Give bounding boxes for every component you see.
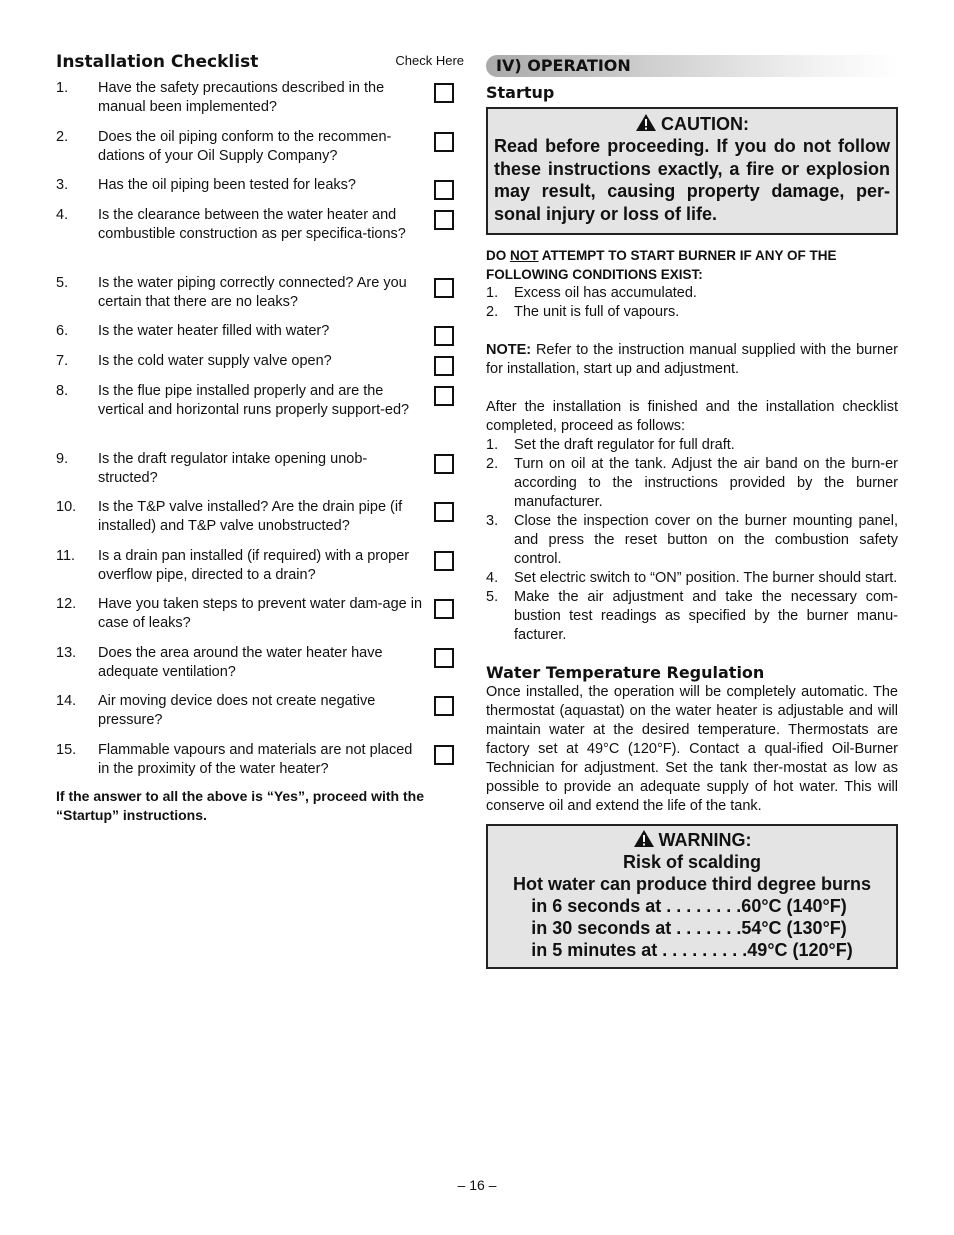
warning-box — [486, 824, 898, 969]
checklist-item — [56, 322, 456, 341]
scald-temperature-row: in 6 seconds at . . . . . . . .60°C (140°F) — [531, 896, 847, 916]
item-text: Have the safety precautions described in the manual been implemented? — [98, 80, 385, 115]
item-text: Have you taken steps to prevent water dam-age in case of leaks? — [98, 596, 423, 631]
checklist-item — [56, 547, 456, 585]
caution-box — [486, 107, 898, 235]
item-number: 12. — [56, 596, 77, 612]
list-item — [486, 436, 898, 455]
list-text: Make the air adjustment and take the necessary com-bustion test readings as specified by the burner manu-facturer. — [514, 589, 898, 643]
item-number: 10. — [56, 499, 77, 515]
checkbox[interactable] — [434, 278, 454, 298]
list-text: Set electric switch to “ON” position. The burner should start. — [514, 570, 898, 586]
do-not-pre: DO — [486, 248, 511, 263]
operation-section — [486, 55, 898, 969]
item-text: Air moving device does not create negative pressure? — [98, 693, 376, 728]
list-number: 2. — [486, 456, 499, 472]
section-title-bar: IV) OPERATION — [486, 55, 898, 77]
checklist-item — [56, 274, 456, 312]
warning-line: Hot water can produce third degree burns — [512, 874, 872, 894]
item-number: 7. — [56, 353, 69, 369]
list-number: 1. — [486, 285, 499, 301]
note-text: Refer to the instruction manual supplied with the burner for installation, start up and adjustment. — [486, 342, 898, 377]
checklist-item — [56, 741, 456, 779]
checkbox[interactable] — [434, 210, 454, 230]
item-text: Is the water piping correctly connected? Are you certain that there are no leaks? — [98, 275, 407, 310]
checkbox[interactable] — [434, 83, 454, 103]
page-number: – 16 – — [457, 1177, 497, 1193]
checklist-item — [56, 498, 456, 536]
item-text: Does the area around the water heater have adequate ventilation? — [98, 645, 383, 680]
checkbox[interactable] — [434, 386, 454, 406]
checklist-item — [56, 450, 456, 488]
installation-checklist — [56, 50, 464, 823]
warning-heading-text: WARNING: — [658, 830, 752, 850]
list-item — [486, 569, 898, 588]
item-number: 13. — [56, 645, 77, 661]
item-text: Is a drain pan installed (if required) with a proper overflow pipe, directed to a drain? — [98, 548, 410, 583]
item-number: 14. — [56, 693, 77, 709]
checkbox[interactable] — [434, 599, 454, 619]
item-number: 8. — [56, 383, 69, 399]
list-text: Close the inspection cover on the burner mounting panel, and press the reset button on the combustion safety control. — [514, 513, 898, 567]
item-text: Does the oil piping conform to the recommen-dations of your Oil Supply Company? — [98, 129, 392, 164]
checklist-footer: If the answer to all the above is “Yes”, proceed with the “Startup” instructions. — [56, 788, 424, 823]
checkbox[interactable] — [434, 648, 454, 668]
item-number: 3. — [56, 177, 69, 193]
item-text: Is the draft regulator intake opening unob-structed? — [98, 451, 368, 486]
list-item — [486, 588, 898, 645]
list-item — [486, 455, 898, 512]
list-item — [486, 512, 898, 569]
item-text: Is the flue pipe installed properly and are the vertical and horizontal runs properly support-ed? — [98, 383, 410, 418]
item-number: 11. — [56, 548, 76, 564]
checkbox[interactable] — [434, 132, 454, 152]
checklist-item — [56, 352, 456, 371]
water-temp-text: Once installed, the operation will be completely automatic. The thermostat (aquastat) on the water heater is adjustable and will maintain water at the desired temperature. Thermostats are factory set at 49°C (120°F). Contact a qual-ified Oil-Burner Technician for adjustment. Set the tank ther-mostat as low as possible to provide an adequate supply of hot water. This will conserve oil and extend the life of the tank. — [486, 684, 898, 814]
checklist-item — [56, 79, 456, 117]
list-text: Turn on oil at the tank. Adjust the air band on the burn-er according to the instructions provided by the burner manufacturer. — [514, 456, 898, 510]
checklist-item — [56, 382, 456, 420]
item-number: 4. — [56, 207, 69, 223]
scald-temperature-row: in 5 minutes at . . . . . . . . .49°C (120°F) — [531, 940, 853, 960]
warning-subheading: Risk of scalding — [622, 852, 762, 872]
item-text: Flammable vapours and materials are not placed in the proximity of the water heater? — [98, 742, 413, 777]
check-here-label: Check Here — [395, 53, 464, 68]
item-number: 6. — [56, 323, 69, 339]
list-number: 3. — [486, 513, 499, 529]
note-paragraph — [486, 341, 898, 379]
warning-triangle-icon — [633, 829, 655, 848]
list-number: 5. — [486, 589, 499, 605]
do-not-attempt-text — [486, 246, 898, 284]
list-number: 2. — [486, 304, 499, 320]
checklist-item — [56, 595, 456, 633]
checklist-title: Installation Checklist — [56, 52, 259, 72]
checklist-item — [56, 692, 456, 730]
checklist-item — [56, 644, 456, 682]
caution-body: Read before proceeding. If you do not follow these instructions exactly, a fire or explosion may result, causing property damage, per-sonal injury or loss of life. — [494, 136, 890, 224]
list-item — [486, 284, 898, 303]
list-item — [486, 303, 898, 322]
do-not-post: ATTEMPT TO START BURNER IF ANY OF THE FOLLOWING CONDITIONS EXIST: — [486, 248, 837, 282]
conditions-list — [486, 284, 898, 322]
scald-temperature-row: in 30 seconds at . . . . . . .54°C (130°F) — [531, 918, 847, 938]
list-text: Excess oil has accumulated. — [514, 285, 697, 301]
checklist-item — [56, 176, 456, 195]
checklist-item — [56, 128, 456, 166]
item-number: 5. — [56, 275, 69, 291]
list-number: 1. — [486, 437, 499, 453]
checkbox[interactable] — [434, 326, 454, 346]
item-text: Is the cold water supply valve open? — [98, 353, 332, 369]
item-number: 1. — [56, 80, 69, 96]
scald-temperature-list — [531, 895, 852, 961]
item-number: 9. — [56, 451, 69, 467]
checkbox[interactable] — [434, 745, 454, 765]
checkbox[interactable] — [434, 356, 454, 376]
after-install-intro: After the installation is finished and the installation checklist completed, proceed as follows: — [486, 399, 898, 434]
checklist-item — [56, 206, 456, 244]
list-text: The unit is full of vapours. — [514, 304, 680, 320]
checkbox[interactable] — [434, 502, 454, 522]
list-text: Set the draft regulator for full draft. — [514, 437, 735, 453]
startup-heading: Startup — [486, 83, 555, 102]
item-number: 15. — [56, 742, 77, 758]
warning-triangle-icon — [635, 113, 657, 132]
item-text: Has the oil piping been tested for leaks? — [98, 177, 356, 193]
caution-heading — [494, 113, 890, 135]
item-text: Is the water heater filled with water? — [98, 323, 330, 339]
item-text: Is the T&P valve installed? Are the drain pipe (if installed) and T&P valve unobstructed? — [98, 499, 403, 534]
warning-heading — [494, 829, 890, 851]
checkbox[interactable] — [434, 180, 454, 200]
water-temp-heading: Water Temperature Regulation — [486, 663, 765, 682]
do-not-underlined: NOT — [510, 248, 539, 263]
checkbox[interactable] — [434, 454, 454, 474]
checkbox[interactable] — [434, 696, 454, 716]
list-number: 4. — [486, 570, 499, 586]
item-number: 2. — [56, 129, 69, 145]
startup-steps-list — [486, 436, 898, 645]
caution-heading-text: CAUTION: — [661, 114, 749, 134]
item-text: Is the clearance between the water heater and combustible construction as per specifica-tions? — [98, 207, 406, 242]
note-label: NOTE: — [486, 342, 532, 358]
checklist-header — [56, 50, 464, 80]
checkbox[interactable] — [434, 551, 454, 571]
